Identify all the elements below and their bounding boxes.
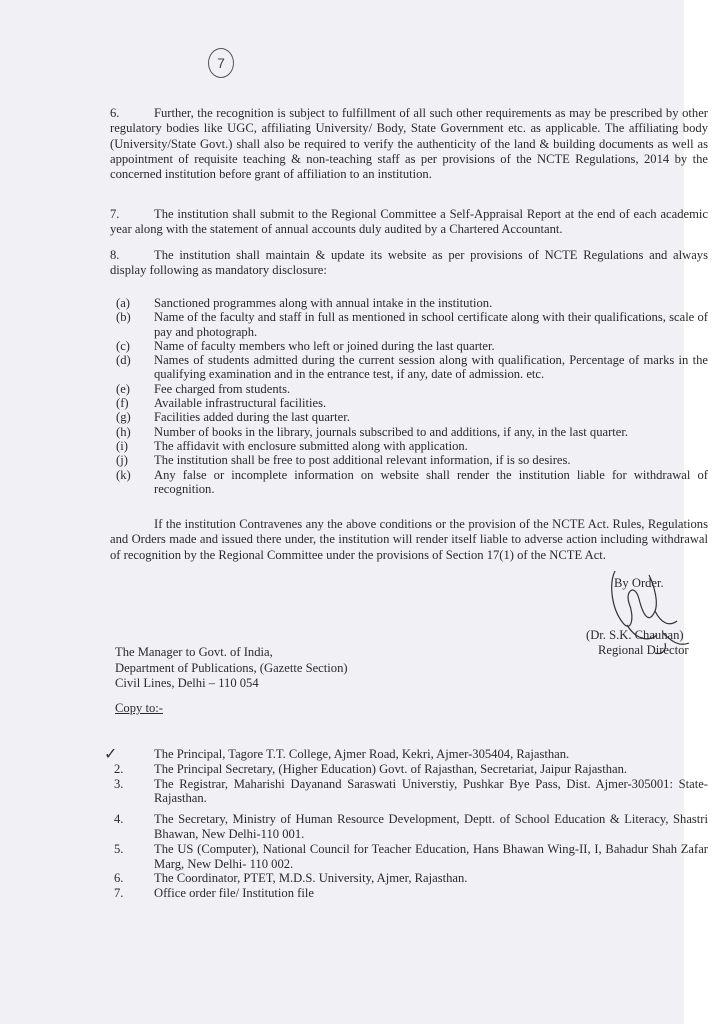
- list-item: [110, 382, 708, 396]
- list-item: [110, 396, 708, 410]
- paragraph-text: The institution shall submit to the Regional Committee a Self-Appraisal Report at the end of each academic year along with the statement of annual accounts duly audited by a Chartered Accountant.: [110, 207, 708, 237]
- copy-to-heading: Copy to:-: [115, 701, 163, 715]
- list-item: [110, 353, 708, 382]
- item-text: Name of faculty members who left or joined during the last quarter.: [154, 338, 495, 353]
- paragraph-text: The institution shall maintain & update its website as per provisions of NCTE Regulations and always display following as mandatory disclosure:: [110, 248, 708, 278]
- item-text: Sanctioned programmes along with annual intake in the institution.: [154, 296, 493, 310]
- list-item: [110, 468, 708, 497]
- item-text: Facilities added during the last quarter.: [154, 410, 350, 425]
- by-order: By Order.: [614, 576, 664, 590]
- disclosure-list: [110, 296, 708, 496]
- list-item: [110, 410, 708, 424]
- item-label: (i): [116, 438, 128, 453]
- list-item: [110, 871, 708, 886]
- list-item: [110, 310, 708, 339]
- item-text: Number of books in the library, journals subscribed to and additions, if any, in the last quarter.: [154, 424, 629, 439]
- item-text: The Coordinator, PTET, M.D.S. University, Ajmer, Rajasthan.: [154, 871, 468, 886]
- list-item: [110, 339, 708, 353]
- item-text: The Secretary, Ministry of Human Resource Development, Deptt. of School Education & Literacy, Shastri Bhawan, New Delhi-110 001.: [154, 812, 708, 841]
- paragraph-7: [110, 207, 708, 238]
- closing-paragraph: If the institution Contravenes any the above conditions or the provision of the NCTE Act. Rules, Regulations and Orders made and issued there under, the institution will render itself liable to adverse action including withdrawal of recognition by the Regional Committee under the provisions of Section 17(1) of the NCTE Act.: [110, 517, 708, 562]
- item-text: The US (Computer), National Council for Teacher Education, Hans Bhawan Wing-II, I, Bahadur Shah Zafar Marg, New Delhi- 110 002.: [154, 841, 708, 871]
- paragraph-8: [110, 248, 708, 279]
- item-number: 7.: [114, 886, 124, 901]
- paragraph-number: 8.: [110, 248, 120, 262]
- recipient-address: [115, 645, 348, 692]
- item-text: Name of the faculty and staff in full as mentioned in school certificate along with their qualifications, scale of pay and photograph.: [154, 310, 708, 339]
- list-item: [110, 439, 708, 453]
- item-label: (k): [116, 467, 131, 482]
- item-number: 2.: [114, 761, 124, 776]
- signatory-title: Regional Director: [598, 643, 689, 657]
- item-text: The Principal, Tagore T.T. College, Ajmer Road, Kekri, Ajmer-305404, Rajasthan.: [154, 747, 570, 761]
- item-text: Available infrastructural facilities.: [154, 396, 327, 411]
- paragraph-number: 7.: [110, 207, 120, 221]
- item-text: The institution shall be free to post additional relevant information, if is so desires.: [154, 453, 571, 468]
- paragraph-number: 6.: [110, 106, 120, 120]
- item-label: (h): [116, 424, 131, 439]
- list-item: [110, 812, 708, 842]
- list-item: [110, 747, 708, 762]
- recipient-line: Department of Publications, (Gazette Section): [115, 660, 348, 675]
- item-label: (a): [116, 296, 130, 310]
- item-text: Office order file/ Institution file: [154, 886, 314, 901]
- paragraph-6: [110, 106, 708, 182]
- copy-to-list: [110, 747, 708, 901]
- item-label: (c): [116, 338, 130, 353]
- item-label: (e): [116, 381, 130, 396]
- item-text: Names of students admitted during the current session along with qualification, Percentage of marks in the qualifying examination and in the entrance test, if any, date of admission. etc.: [154, 353, 708, 382]
- list-item: [110, 425, 708, 439]
- item-text: The Principal Secretary, (Higher Education) Govt. of Rajasthan, Secretariat, Jaipur Rajasthan.: [154, 761, 628, 776]
- item-label: (d): [116, 353, 131, 368]
- item-label: (g): [116, 410, 131, 425]
- page-number: 7: [208, 48, 234, 78]
- recipient-line: Civil Lines, Delhi – 110 054: [115, 676, 259, 690]
- list-item: [110, 453, 708, 467]
- item-label: (b): [116, 310, 131, 325]
- item-text: The affidavit with enclosure submitted along with application.: [154, 438, 468, 453]
- list-item: [110, 296, 708, 310]
- item-number: 6.: [114, 871, 124, 886]
- list-item: [110, 842, 708, 872]
- list-item: [110, 886, 708, 901]
- item-text: The Registrar, Maharishi Dayanand Saraswati Universtiy, Pushkar Bye Pass, Dist. Ajmer-305001: State-Rajasthan.: [154, 776, 708, 806]
- checkmark-icon: ✓: [104, 744, 118, 763]
- paragraph-text: Further, the recognition is subject to fulfillment of all such other requirements as may be prescribed by other regulatory bodies like UGC, affiliating University/ Body, State Government etc. as applicable. The affiliating body (University/State Govt.) shall also be required to verify the authenticity of the land & building documents as well as appointment of requisite teaching & non-teaching staff as per provisions of the NCTE Regulations, 2014 by the concerned institution before grant of affiliation to an institution.: [110, 106, 708, 182]
- signatory-name: (Dr. S.K. Chauhan): [586, 628, 684, 642]
- item-text: Fee charged from students.: [154, 381, 291, 396]
- item-label: (j): [116, 453, 128, 468]
- list-item: [110, 777, 708, 807]
- recipient-line: The Manager to Govt. of India,: [115, 645, 273, 659]
- item-text: Any false or incomplete information on website shall render the institution liable for withdrawal of recognition.: [154, 467, 708, 496]
- item-number: 5.: [114, 841, 124, 856]
- item-label: (f): [116, 396, 129, 411]
- item-number: 4.: [114, 812, 124, 827]
- list-item: [110, 762, 708, 777]
- item-number: 3.: [114, 776, 124, 791]
